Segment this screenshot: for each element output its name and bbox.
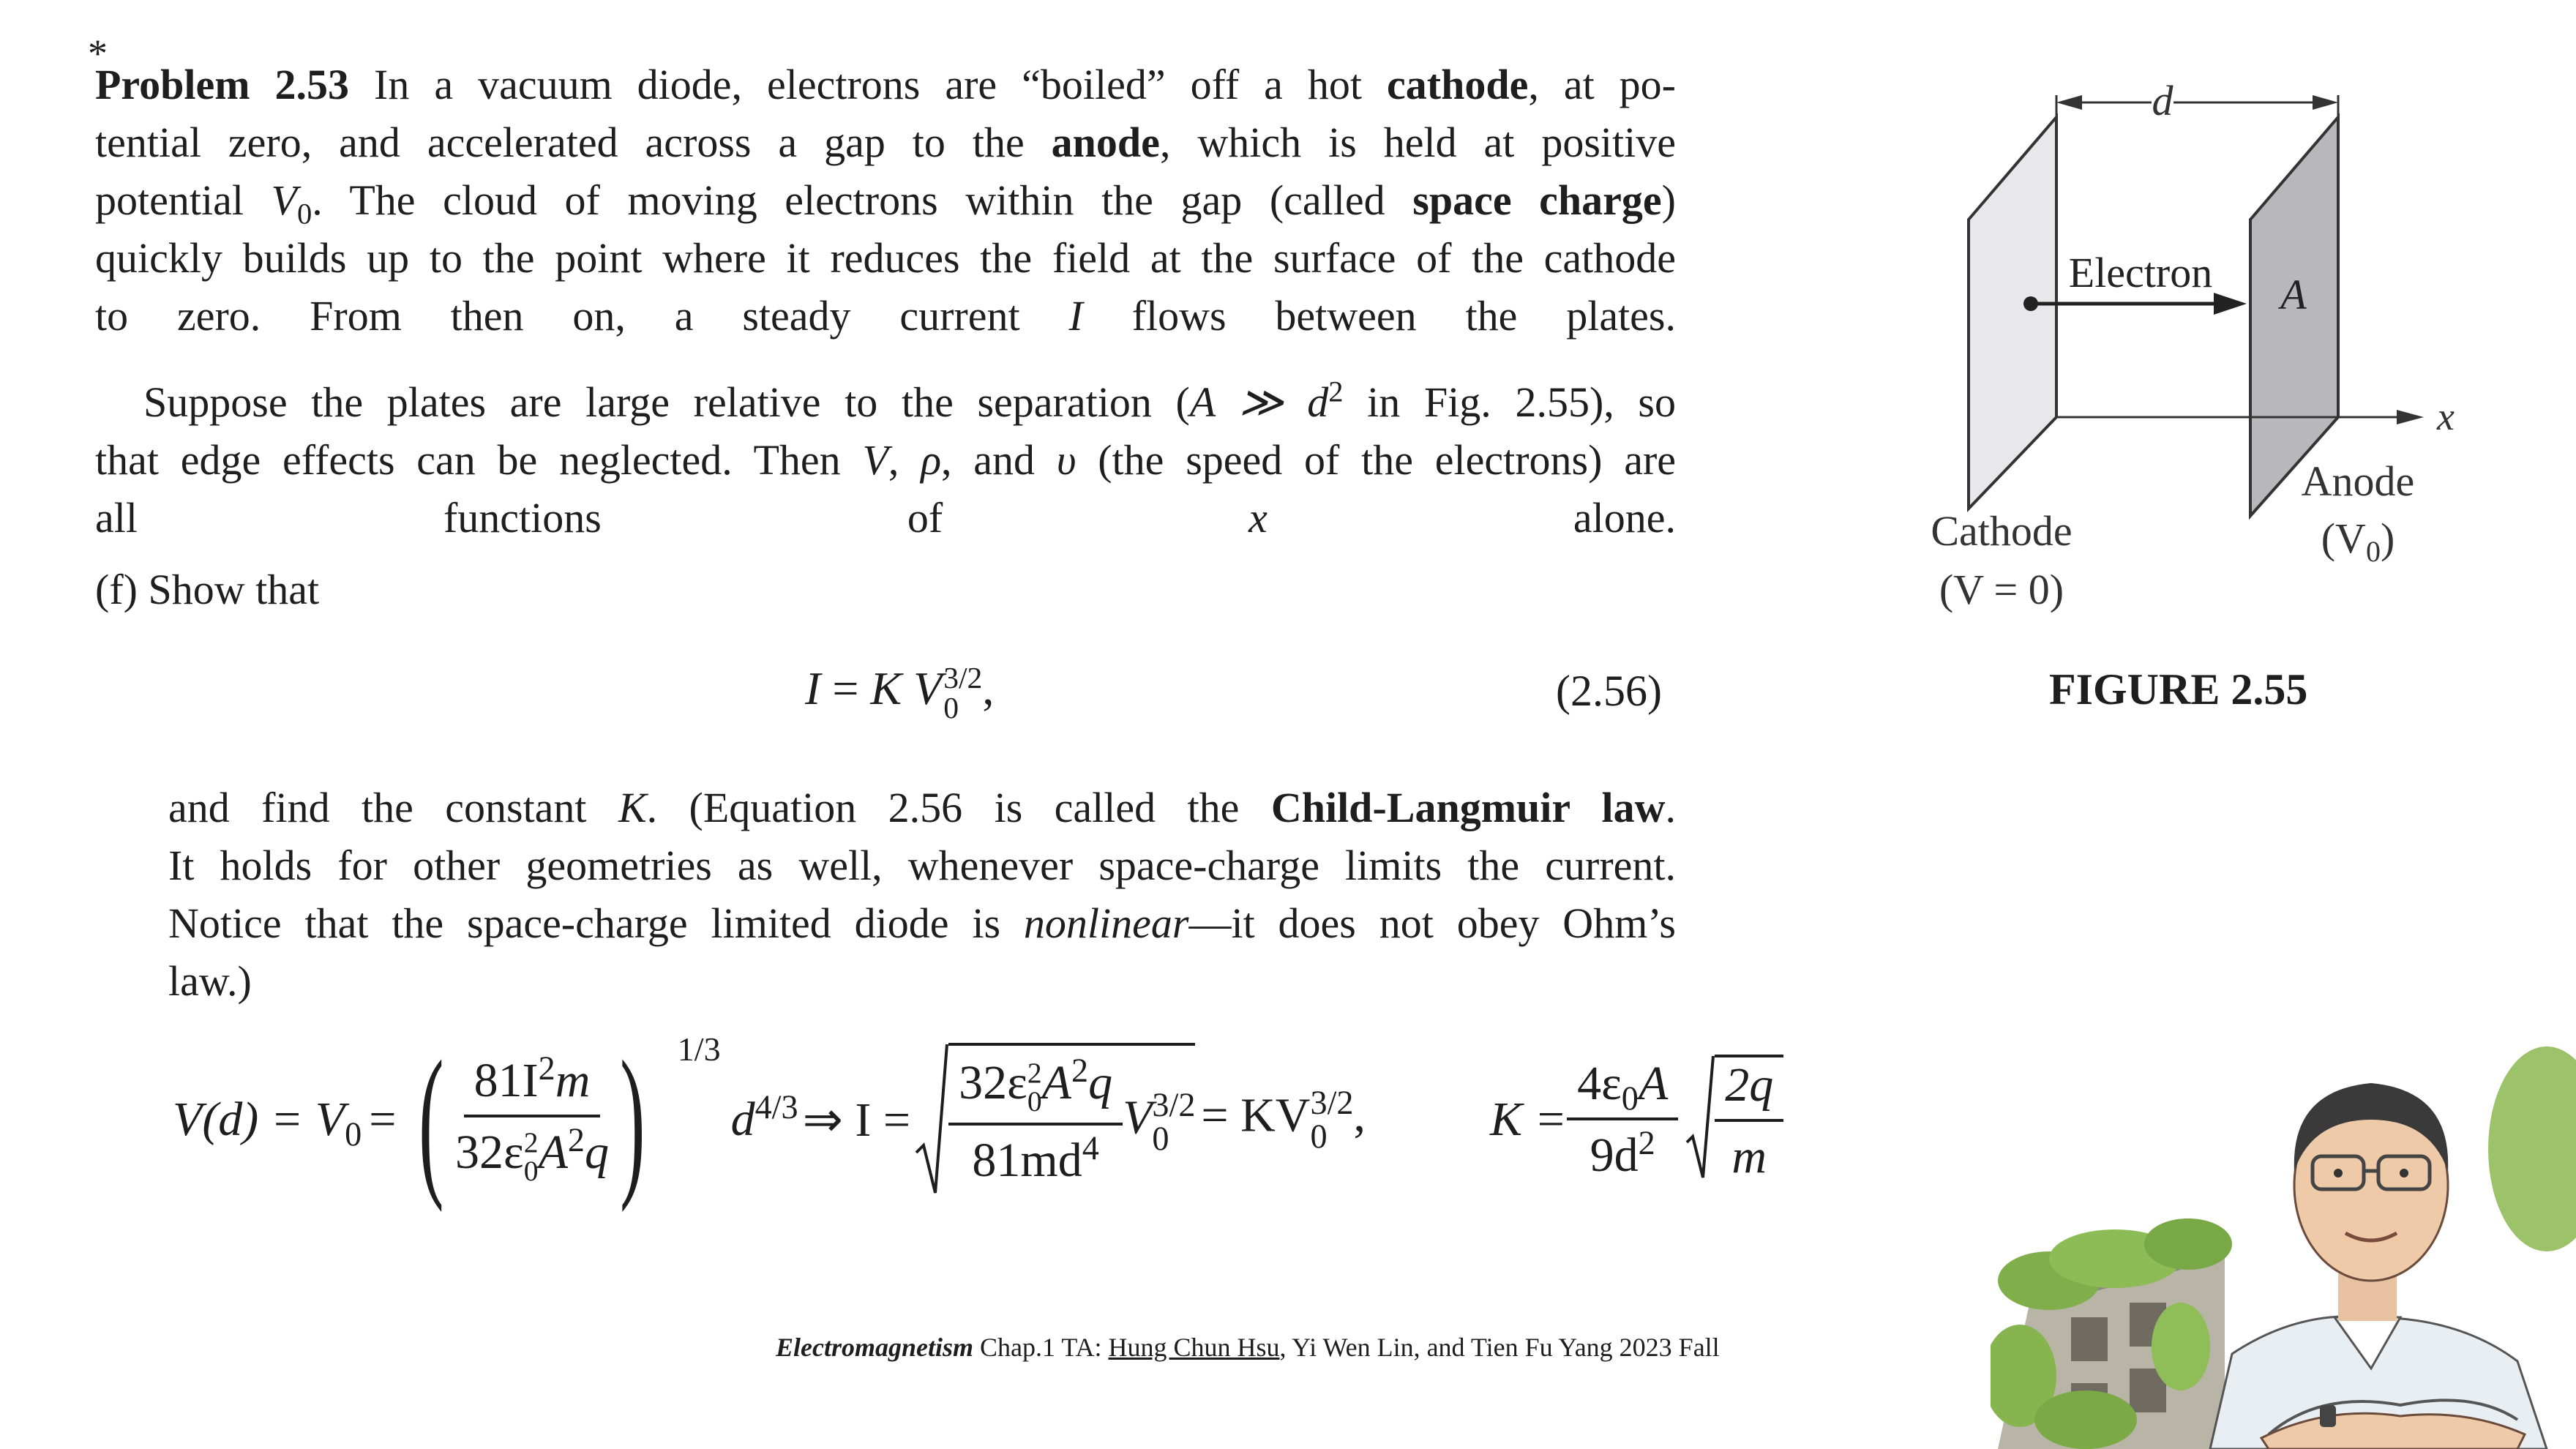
part-f-label: (f) Show that <box>95 566 320 613</box>
x-axis-label: x <box>2437 394 2455 438</box>
bracket-group <box>403 1026 721 1213</box>
d-label: d <box>2152 77 2174 124</box>
fraction-2: 32ε 2 0 $A^2q$ $81md^4$ <box>948 1055 1123 1188</box>
text-line: and find the constant K. (Equation 2.56 is called the Child-Langmuir law. <box>168 784 1676 831</box>
anode-potential-label: $(V_0)$ <box>2321 514 2395 568</box>
exponent-one-third: 1/3 <box>677 1030 721 1068</box>
text-line: Problem 2.53 In a vacuum diode, electrons are “boiled” off a hot cathode, at po- <box>95 61 1676 108</box>
text-line: all functions of x alone. <box>95 494 1676 542</box>
constant-k-lhs: K = <box>1490 1093 1568 1146</box>
problem-paragraph-2 <box>95 373 1676 547</box>
course-name: Electromagnetism <box>776 1333 973 1362</box>
text-line: that edge effects can be neglected. Then V, ρ, and υ (the speed of the electrons) are <box>95 436 1676 484</box>
text-line: Notice that the space-charge limited diode is nonlinear—it does not obey Ohm’s <box>168 899 1676 947</box>
anode-label: Anode <box>2301 457 2415 505</box>
text-line: law.) <box>168 957 252 1005</box>
text-line: It holds for other geometries as well, whenever space-charge limits the current. <box>168 842 1676 889</box>
footer: Electromagnetism Chap.1 TA: Hung Chun Hsu, Yi Wen Lin, and Tien Fu Yang 2023 Fall <box>776 1333 1720 1362</box>
solution-formula: $V(d) = V_0$ = ( $81I^2m$ 32ε 2 0 $A^2q$ ) 1/3 $d^{4/3}$ ⇒ I = 32ε 2 0 $A^2q$ $81md^4$ V 3/2 0 = KV 3/2 0 , K = $\frac{4\varepsilon_0A}{9d^2}$ $\frac{2q}{m}$ <box>173 1032 1980 1208</box>
problem-paragraph-3 <box>168 779 1676 1010</box>
text-line: quickly builds up to the point where it reduces the field at the surface of the cathode <box>95 234 1676 282</box>
fraction-3: $\frac{4\varepsilon_0A}{9d^2}$ <box>1567 1056 1678 1183</box>
problem-paragraph-1 <box>95 56 1676 345</box>
fraction-4: $\frac{2q}{m}$ <box>1715 1057 1783 1185</box>
right-paren: ) <box>620 1026 645 1213</box>
ta-name-link: Hung Chun Hsu <box>1108 1333 1280 1362</box>
text-line: tential zero, and accelerated across a gap to the anode, which is held at positive <box>95 119 1676 166</box>
text-line: to zero. From then on, a steady current I flows between the plates. <box>95 292 1676 340</box>
ivy-building-illustration <box>1991 1218 2232 1449</box>
radical-sign <box>915 1043 948 1197</box>
cartoon-illustration <box>1991 1039 2576 1449</box>
d-arrowhead-left <box>2056 95 2082 110</box>
d-arrowhead-right <box>2313 95 2338 110</box>
cathode-label: Cathode <box>1931 507 2073 555</box>
text-line: Suppose the plates are large relative to the separation (A ≫ $d^2$ in Fig. 2.55), so <box>143 375 1676 426</box>
equation-2-56: I = K V 3/2 0 , <box>805 660 995 725</box>
fraction-1: $81I^2m$ 32ε 2 0 $A^2q$ <box>455 1049 609 1188</box>
sqrt-1: 32ε 2 0 $A^2q$ $81md^4$ V 3/2 0 <box>915 1043 1195 1197</box>
text-line: potential $V_0$. The cloud of moving electrons within the gap (called space charge) <box>95 176 1676 229</box>
equation-number: (2.56) <box>1556 667 1662 715</box>
starred-marker: * <box>88 31 108 75</box>
sqrt-2 <box>1685 1055 1783 1185</box>
area-label: A <box>2280 271 2307 318</box>
foliage <box>2488 1046 2576 1251</box>
electron-label: Electron <box>2068 249 2213 296</box>
voltage-lhs: $V(d) = V_0$ <box>173 1093 362 1153</box>
figure-diagram <box>1903 66 2459 637</box>
cathode-potential-label: (V = 0) <box>1939 566 2064 613</box>
cathode-plate <box>1969 117 2056 509</box>
problem-number: Problem 2.53 <box>95 61 350 108</box>
figure-caption: FIGURE 2.55 <box>2049 665 2308 714</box>
radical-sign <box>1685 1055 1715 1179</box>
left-paren: ( <box>419 1026 444 1213</box>
x-axis-arrowhead <box>2397 410 2424 424</box>
watch-icon <box>2320 1405 2336 1427</box>
